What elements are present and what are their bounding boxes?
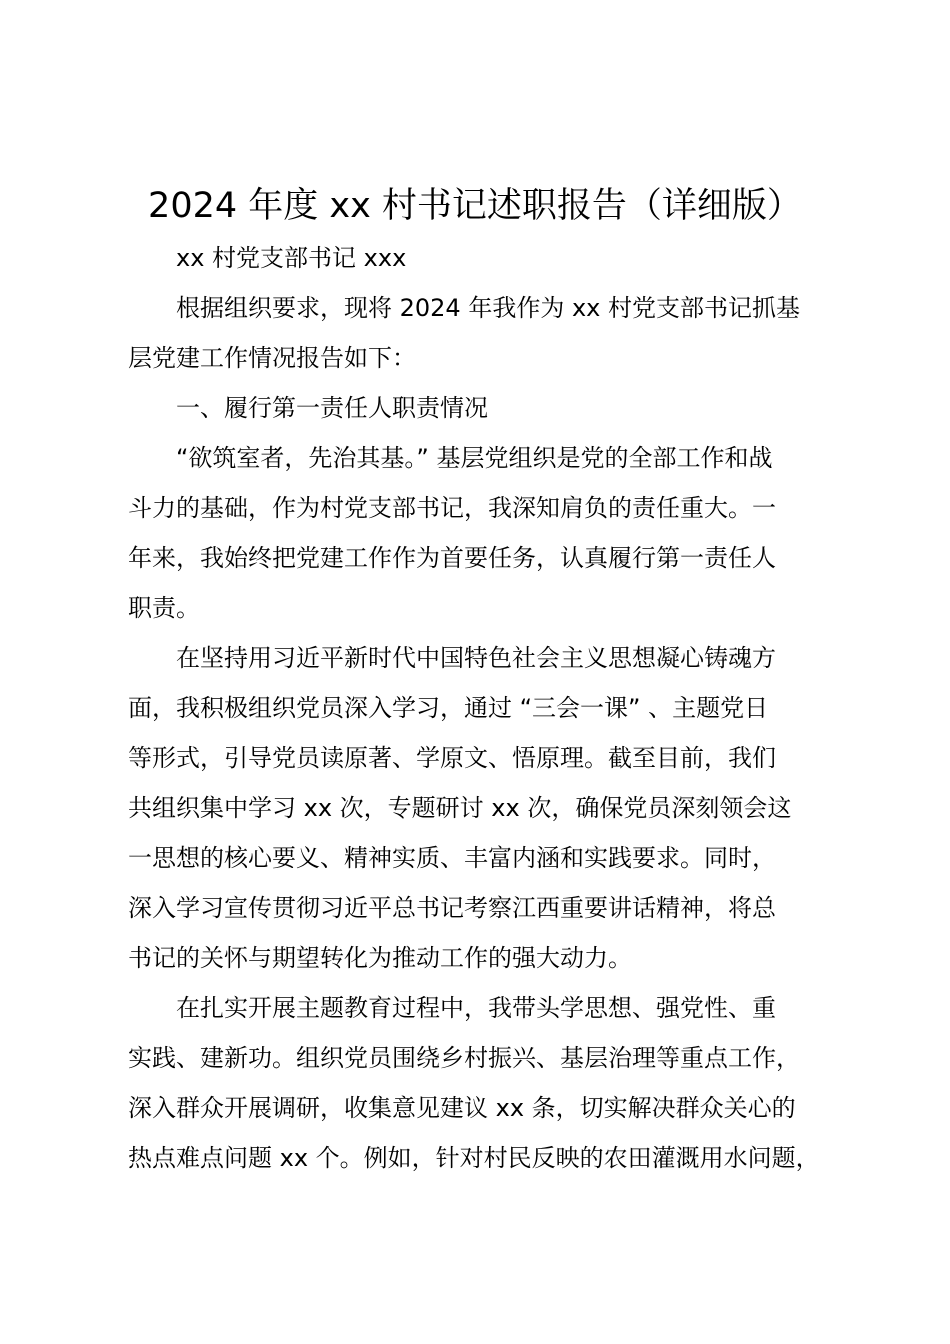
section-heading-1: [128, 383, 840, 433]
text-line: 在坚持用习近平新时代中国特色社会主义思想凝心铸魂方: [176, 644, 776, 672]
paragraph-education: [128, 983, 840, 1183]
text-line: 面，我积极组织党员深入学习，通过 “三会一课” 、主题党日: [128, 694, 769, 722]
text-line: 一思想的核心要义、精神实质、丰富内涵和实践要求。同时，: [128, 844, 776, 872]
text-line: 热点难点问题 xx 个。例如，针对村民反映的农田灌溉用水问题，: [128, 1144, 820, 1172]
text-line: 实践、建新功。组织党员围绕乡村振兴、基层治理等重点工作，: [128, 1044, 800, 1072]
text-line: 在扎实开展主题教育过程中，我带头学思想、强党性、重: [176, 994, 776, 1022]
author-line: xx 村党支部书记 xxx: [176, 244, 407, 272]
text-line: 深入学习宣传贯彻习近平总书记考察江西重要讲话精神，将总: [128, 894, 776, 922]
heading-text: 一、履行第一责任人职责情况: [176, 394, 488, 422]
paragraph-intro: [128, 283, 840, 383]
text-line: 年来，我始终把党建工作作为首要任务，认真履行第一责任人: [128, 544, 776, 572]
paragraph-study: [128, 633, 840, 983]
text-line: 共组织集中学习 xx 次，专题研讨 xx 次，确保党员深刻领会这: [128, 794, 792, 822]
text-line: 职责。: [128, 594, 200, 622]
text-line: 深入群众开展调研，收集意见建议 xx 条，切实解决群众关心的: [128, 1094, 796, 1122]
document-title: 2024 年度 xx 村书记述职报告（详细版）: [148, 186, 802, 226]
text-line: 层党建工作情况报告如下：: [128, 344, 416, 372]
text-line: 根据组织要求，现将 2024 年我作为 xx 村党支部书记抓基: [176, 294, 800, 322]
text-line: 书记的关怀与期望转化为推动工作的强大动力。: [128, 944, 632, 972]
text-line: 等形式，引导党员读原著、学原文、悟原理。截至目前，我们: [128, 744, 776, 772]
text-line: “欲筑室者，先治其基。” 基层党组织是党的全部工作和战: [176, 444, 773, 472]
paragraph-foundation: [128, 433, 840, 633]
document-body: [128, 233, 840, 1183]
text-line: 斗力的基础，作为村党支部书记，我深知肩负的责任重大。一: [128, 494, 776, 522]
